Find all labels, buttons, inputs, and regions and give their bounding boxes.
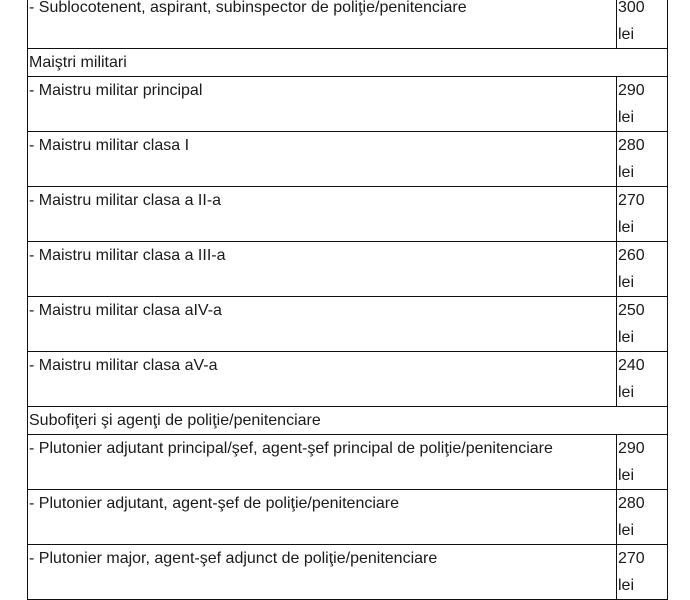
- row-unit: lei: [618, 26, 635, 43]
- row-label: - Maistru militar clasa I: [28, 132, 617, 187]
- row-amount: 290: [618, 440, 645, 457]
- row-label: - Maistru militar clasa aV-a: [28, 352, 617, 407]
- row-amount-cell: [617, 545, 668, 600]
- row-unit: lei: [618, 467, 635, 484]
- table-row: [28, 490, 668, 545]
- table-row: [28, 242, 668, 297]
- row-amount: 270: [618, 192, 645, 209]
- table-row: [28, 0, 668, 49]
- row-label: - Plutonier adjutant principal/şef, agent-şef principal de poliţie/penitenciare: [28, 435, 617, 490]
- table-row: [28, 435, 668, 490]
- row-unit: lei: [618, 274, 635, 291]
- section-title: Maiştri militari: [28, 49, 668, 77]
- row-label: - Sublocotenent, aspirant, subinspector de poliţie/penitenciare: [28, 0, 617, 49]
- table-row: [28, 77, 668, 132]
- row-amount-cell: [617, 352, 668, 407]
- row-label: - Plutonier adjutant, agent-şef de poliţie/penitenciare: [28, 490, 617, 545]
- row-amount: 280: [618, 137, 645, 154]
- row-unit: lei: [618, 329, 635, 346]
- table-row: [28, 545, 668, 600]
- row-amount-cell: [617, 187, 668, 242]
- row-unit: lei: [618, 522, 635, 539]
- row-amount: 300: [618, 0, 645, 16]
- row-unit: lei: [618, 384, 635, 401]
- row-label: - Maistru militar principal: [28, 77, 617, 132]
- row-amount: 250: [618, 302, 645, 319]
- row-amount: 290: [618, 82, 645, 99]
- row-unit: lei: [618, 164, 635, 181]
- row-label: - Plutonier major, agent-şef adjunct de poliţie/penitenciare: [28, 545, 617, 600]
- section-header-row: [28, 49, 668, 77]
- table-row: [28, 352, 668, 407]
- row-amount: 270: [618, 550, 645, 567]
- row-unit: lei: [618, 219, 635, 236]
- salary-table: [27, 0, 668, 600]
- row-amount-cell: [617, 132, 668, 187]
- row-amount-cell: [617, 0, 668, 49]
- row-label: - Maistru militar clasa aIV-a: [28, 297, 617, 352]
- table-row: [28, 297, 668, 352]
- row-unit: lei: [618, 109, 635, 126]
- table-row: [28, 187, 668, 242]
- row-amount-cell: [617, 435, 668, 490]
- row-amount-cell: [617, 77, 668, 132]
- row-amount-cell: [617, 297, 668, 352]
- row-label: - Maistru militar clasa a III-a: [28, 242, 617, 297]
- row-amount: 260: [618, 247, 645, 264]
- table-row: [28, 132, 668, 187]
- row-amount-cell: [617, 490, 668, 545]
- row-unit: lei: [618, 577, 635, 594]
- row-amount-cell: [617, 242, 668, 297]
- row-amount: 240: [618, 357, 645, 374]
- row-label: - Maistru militar clasa a II-a: [28, 187, 617, 242]
- row-amount: 280: [618, 495, 645, 512]
- section-header-row: [28, 407, 668, 435]
- section-title: Subofiţeri şi agenţi de poliţie/penitenciare: [28, 407, 668, 435]
